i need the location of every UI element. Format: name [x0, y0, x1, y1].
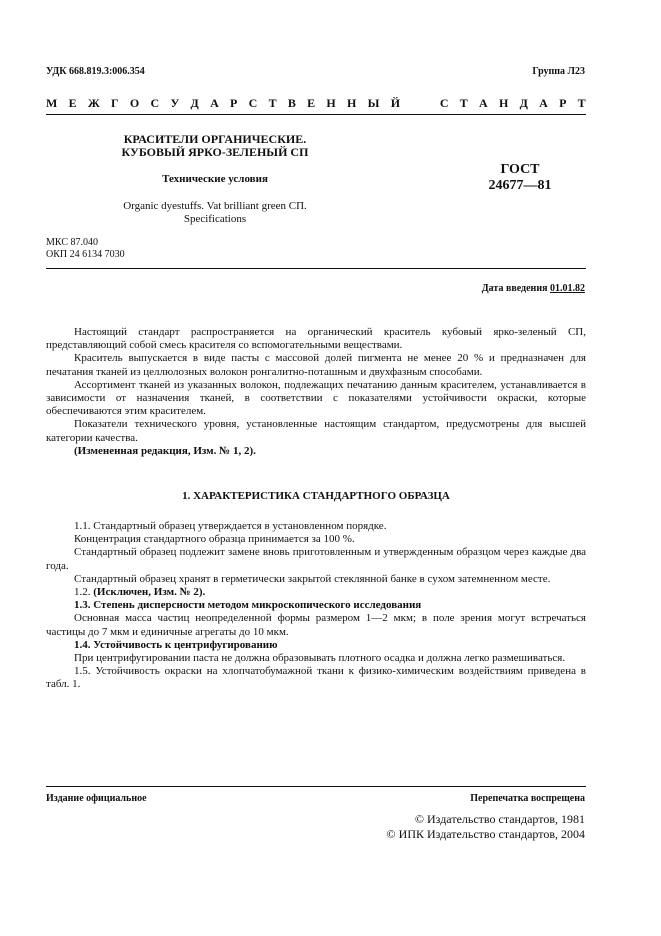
- copyright-2004: © ИПК Издательство стандартов, 2004: [386, 827, 585, 841]
- banner-letter: О: [129, 96, 140, 110]
- english-title-1: Organic dyestuffs. Vat brilliant green СП.: [123, 200, 307, 212]
- banner-letter: Д: [519, 96, 528, 110]
- subtitle: Технические условия: [162, 173, 268, 185]
- intro-paragraph: Настоящий стандарт распространяется на органический краситель кубовый ярко-зеленый СП, представляющий собой смесь красителя со вспомогательными веществами.: [46, 326, 586, 352]
- title-line2: КУБОВЫЙ ЯРКО-ЗЕЛЕНЫЙ СП: [121, 145, 309, 159]
- banner-letter: Н: [326, 96, 336, 110]
- banner-letter: Т: [268, 96, 277, 110]
- intro-date-value: 01.01.82: [550, 283, 585, 294]
- banner-letter: [426, 96, 429, 111]
- copyright-block: [387, 812, 585, 842]
- banner-letter: В: [287, 96, 296, 110]
- banner-letter: Н: [498, 96, 509, 110]
- intro-section: [46, 326, 586, 458]
- clause-paragraph: Основная масса частиц неопределенной формы размером 1—2 мкм; в поле зрения могут встречаться частицы до 7 мкм и единичные агрегаты до 10 мкм.: [46, 612, 586, 638]
- clause-paragraph: При центрифугировании паста не должна образовывать плотного осадка и должна легко размешиваться.: [74, 652, 566, 665]
- clause-excluded: (Исключен, Изм. № 2).: [93, 586, 206, 599]
- clause-paragraph: Стандартный образец подлежит замене вновь приготовленным и утвержденным образцом через каждые два года.: [46, 546, 586, 572]
- banner: [46, 96, 586, 111]
- clause-paragraph: [46, 586, 586, 599]
- title-line1: КРАСИТЕЛИ ОРГАНИЧЕСКИЕ.: [123, 132, 307, 146]
- clause-paragraph: Концентрация стандартного образца принимается за 100 %.: [74, 533, 355, 546]
- amendment-note: (Измененная редакция, Изм. № 1, 2).: [74, 444, 256, 457]
- intro-paragraph: Ассортимент тканей из указанных волокон, подлежащих печатанию данным красителем, устанавливается в зависимости от назначения тканей, в соответствии с показателями устойчивости окраски, которые обеспечиваются этим красителем.: [46, 378, 586, 418]
- gost-number: 24677—81: [488, 178, 552, 193]
- clause-heading: 1.3. Степень дисперсности методом микроскопического исследования: [74, 599, 422, 612]
- section1-body: [46, 520, 586, 692]
- banner-letter: Т: [459, 96, 468, 110]
- banner-letter: С: [150, 96, 160, 110]
- banner-letter: Т: [577, 96, 586, 110]
- clause-heading: 1.4. Устойчивость к центрифугированию: [74, 638, 278, 651]
- mks-code: МКС 87.040: [46, 237, 98, 248]
- divider-top: [46, 114, 586, 115]
- banner-letter: [411, 96, 414, 111]
- reprint-prohibited: Перепечатка воспрещена: [470, 793, 585, 804]
- banner-letter: Н: [347, 96, 357, 110]
- banner-letter: Е: [68, 96, 77, 110]
- banner-letter: Й: [390, 96, 401, 110]
- intro-date: [482, 283, 585, 295]
- banner-letter: Г: [111, 96, 119, 110]
- official-edition: Издание официальное: [46, 793, 147, 804]
- clause-paragraph: 1.5. Устойчивость окраски на хлопчатобумажной ткани к физико-химическим воздействиям приведена в табл. 1.: [46, 665, 586, 691]
- okp-code: ОКП 24 6134 7030: [46, 249, 125, 260]
- udk-code: УДК 668.819.3:006.354: [46, 66, 145, 77]
- banner-letter: Р: [230, 96, 238, 110]
- banner-letter: Ж: [87, 96, 100, 110]
- banner-letter: М: [46, 96, 58, 110]
- clause-paragraph: 1.1. Стандартный образец утверждается в установленном порядке.: [74, 520, 387, 532]
- divider-codes: [46, 268, 586, 269]
- group-code: Группа Л23: [532, 66, 585, 77]
- english-title-2: Specifications: [183, 213, 247, 225]
- banner-letter: С: [439, 96, 449, 110]
- banner-letter: А: [539, 96, 548, 110]
- banner-letter: Е: [307, 96, 316, 110]
- banner-letter: Р: [559, 96, 567, 110]
- banner-letter: С: [248, 96, 258, 110]
- clause-paragraph: Стандартный образец хранят в герметически закрытой стеклянной банке в сухом затемненном месте.: [74, 572, 551, 585]
- intro-paragraph: Показатели технического уровня, установленные настоящим стандартом, предусмотрены для высшей категории качества.: [46, 418, 586, 444]
- banner-letter: А: [479, 96, 488, 110]
- banner-letter: А: [210, 96, 219, 110]
- gost-label: ГОСТ: [500, 162, 540, 177]
- banner-letter: Ы: [367, 96, 380, 110]
- clause-number: 1.2.: [74, 586, 91, 599]
- banner-letter: У: [170, 96, 180, 110]
- banner-letter: Д: [190, 96, 199, 110]
- intro-date-label: Дата введения: [481, 283, 548, 294]
- divider-footer: [46, 786, 586, 787]
- section-heading: 1. ХАРАКТЕРИСТИКА СТАНДАРТНОГО ОБРАЗЦА: [182, 490, 450, 502]
- copyright-1981: © Издательство стандартов, 1981: [414, 812, 585, 826]
- intro-paragraph: Краситель выпускается в виде пасты с массовой долей пигмента не менее 20 % и предназначен для печатания тканей из целлюлозных волокон ронгалитно-поташным и двухфазным способами.: [46, 352, 586, 378]
